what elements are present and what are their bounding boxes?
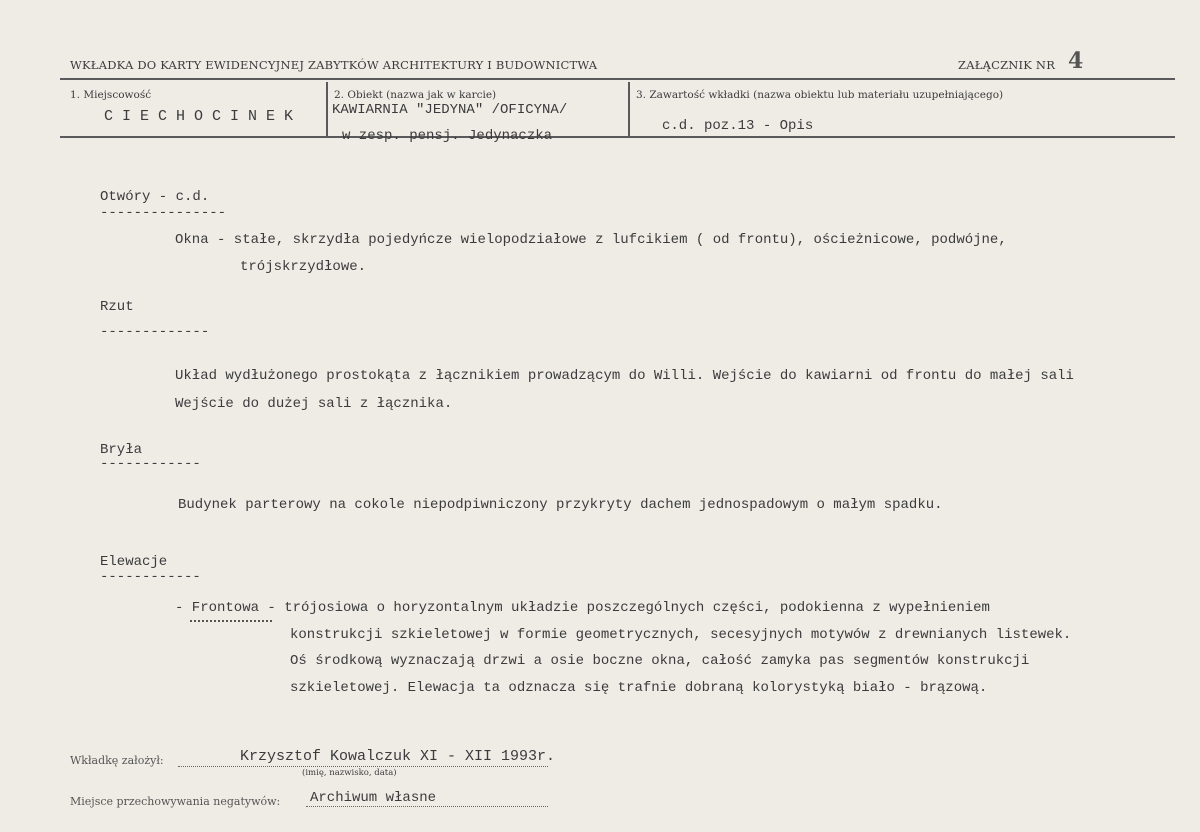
section-heading: Rzut <box>100 299 134 315</box>
author-dotted-line <box>178 766 548 767</box>
negatives-label: Miejsce przechowywania negatywów: <box>70 795 281 808</box>
section-underline: ------------ <box>100 456 201 472</box>
attachment-number: 4 <box>1068 48 1084 74</box>
attachment-label: ZAŁĄCZNIK NR <box>958 58 1056 72</box>
divider <box>60 136 1175 138</box>
section-line: Wejście do dużej sali z łącznika. <box>175 396 453 412</box>
section-line: Układ wydłużonego prostokąta z łącznikiem prowadzącym do Willi. Wejście do kawiarni od frontu do małej sali <box>175 368 1074 384</box>
section-heading: Otwóry - c.d. <box>100 189 210 205</box>
section-line: trójskrzydłowe. <box>240 259 367 275</box>
section-underline: ------------ <box>100 569 201 585</box>
author-value: Krzysztof Kowalczuk XI - XII 1993r. <box>240 748 556 765</box>
section-line: konstrukcji szkieletowej w formie geometrycznych, secesyjnych motywów z drewnianych listewek. <box>290 627 1072 643</box>
section-line: Okna - stałe, skrzydła pojedyńcze wielopodziałowe z lufcikiem ( od frontu), ościeżnicowe, podwójne, <box>175 232 1007 248</box>
negatives-dotted-line <box>306 806 548 807</box>
section-heading: Elewacje <box>100 554 168 570</box>
author-label: Wkładkę założył: <box>70 754 164 767</box>
content-label: 3. Zawartość wkładki (nazwa obiektu lub materiału uzupełniającego) <box>636 89 1004 101</box>
section-heading: Bryła <box>100 442 143 458</box>
section-line: Oś środkową wyznaczają drzwi a osie boczne okna, całość zamyka pas segmentów konstrukcji <box>290 653 1030 669</box>
divider <box>326 82 328 136</box>
section-underline: ------------- <box>100 324 210 340</box>
object-label: 2. Obiekt (nazwa jak w karcie) <box>334 89 497 101</box>
divider <box>628 82 630 136</box>
locality-value: C I E C H O C I N E K <box>104 108 294 125</box>
section-underline: --------------- <box>100 205 227 221</box>
section-line: szkieletowej. Elewacja ta odznacza się trafnie dobraną kolorystyką biało - brązową. <box>290 680 988 696</box>
content-value: c.d. poz.13 - Opis <box>662 118 814 134</box>
section-line: - Frontowa - trójosiowa o horyzontalnym układzie poszczególnych części, podokienna z wypełnieniem <box>175 600 990 616</box>
form-title: WKŁADKA DO KARTY EWIDENCYJNEJ ZABYTKÓW ARCHITEKTURY I BUDOWNICTWA <box>70 58 598 72</box>
dotted-underline <box>190 620 272 622</box>
locality-label: 1. Miejscowość <box>70 89 152 101</box>
object-value-line2: w zesp. pensj. Jedynaczka <box>342 128 553 144</box>
section-line: Budynek parterowy na cokole niepodpiwniczony przykryty dachem jednospadowym o małym spadku. <box>178 497 943 513</box>
divider <box>60 78 1175 80</box>
object-value-line1: KAWIARNIA "JEDYNA" /OFICYNA/ <box>332 102 568 118</box>
author-hint: (imię, nazwisko, data) <box>302 768 397 778</box>
negatives-value: Archiwum własne <box>310 790 437 806</box>
